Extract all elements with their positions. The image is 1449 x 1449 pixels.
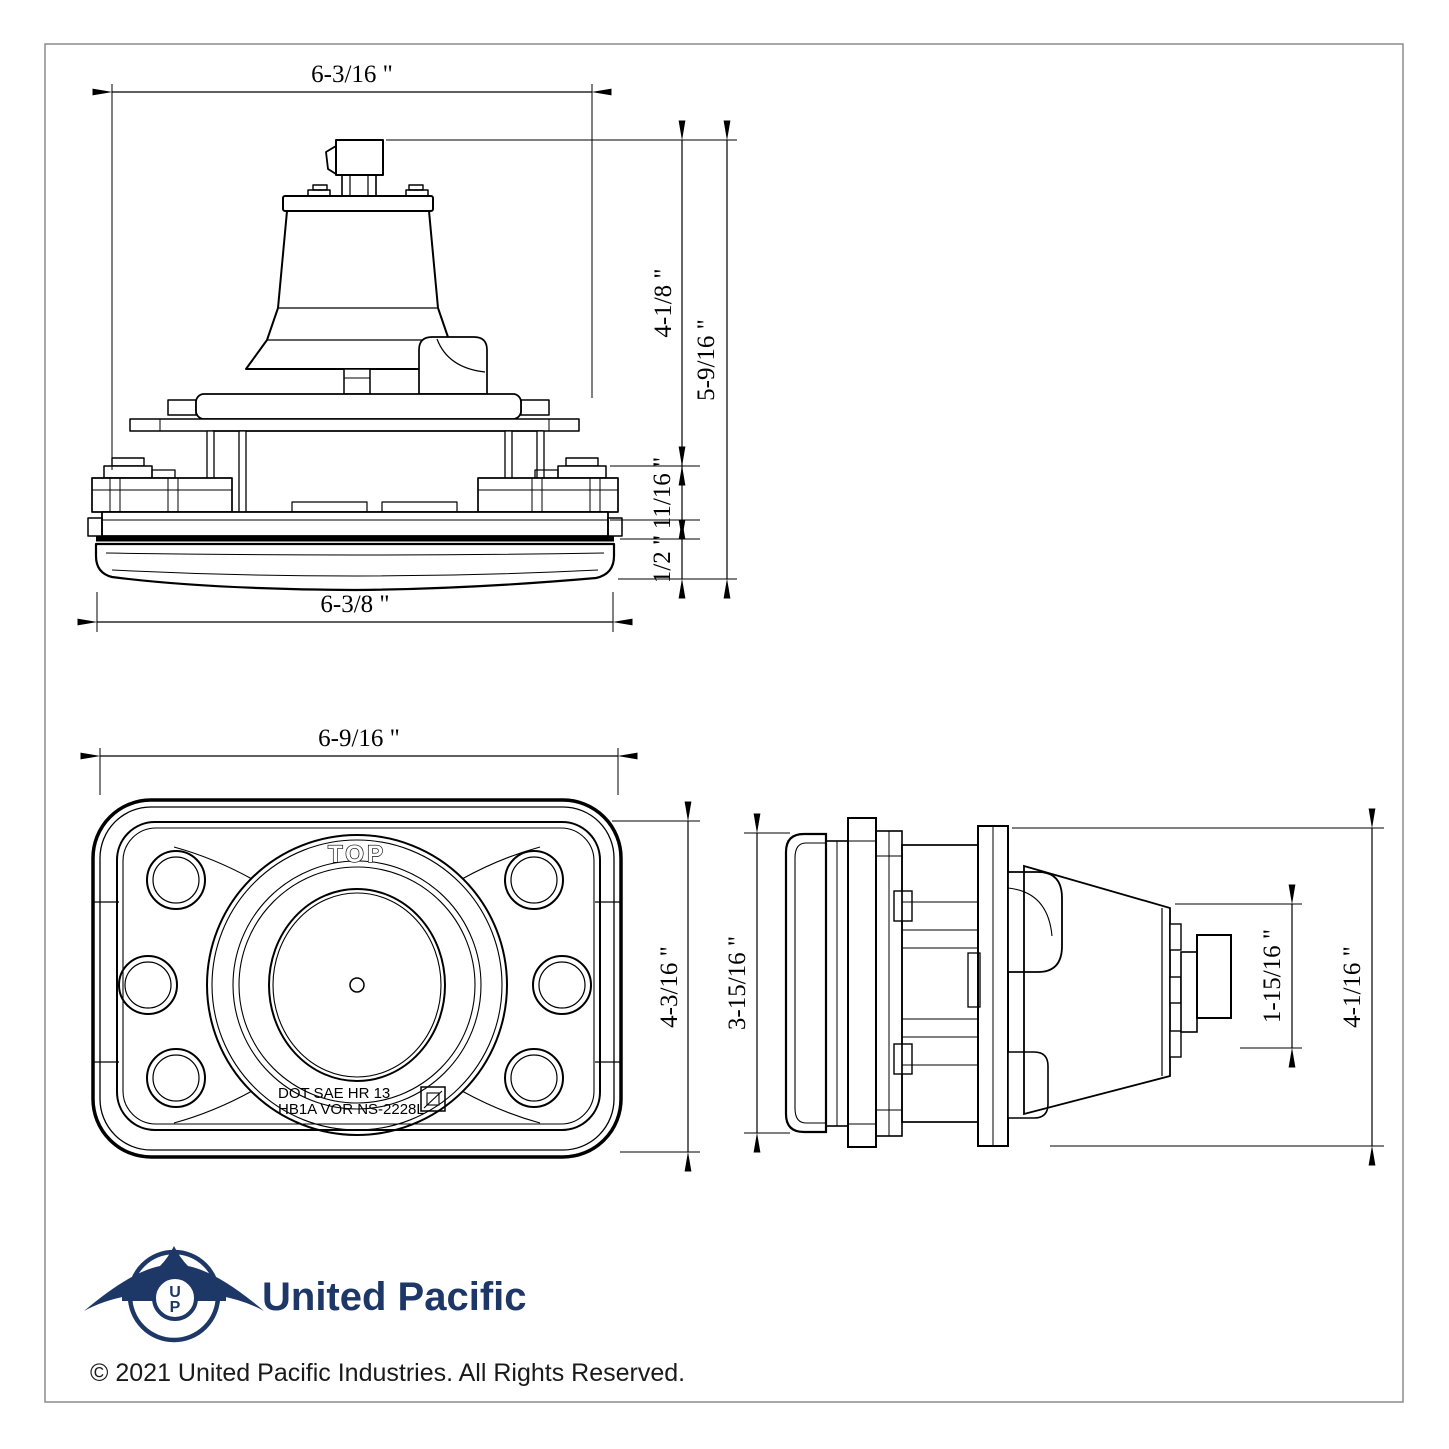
dim-bulb-height: 1-15/16 " bbox=[1259, 928, 1286, 1024]
monogram-u: U bbox=[169, 1284, 181, 1301]
monogram-p: P bbox=[169, 1299, 181, 1316]
retainer-clip bbox=[894, 891, 912, 921]
dim-front-height: 4-3/16 " bbox=[656, 946, 683, 1028]
dim-width-top: 6-3/16 " bbox=[311, 61, 393, 88]
dot-marking-line2: HB1A VOR NS-2228L bbox=[278, 1101, 425, 1118]
plate-ear-left bbox=[168, 400, 196, 415]
wiring-boot bbox=[1008, 872, 1062, 972]
front-lens-view bbox=[93, 800, 621, 1157]
connector-stem bbox=[342, 175, 376, 196]
dim-height-lens: 1/2 " bbox=[649, 534, 676, 584]
housing-body bbox=[902, 845, 978, 1122]
retainer-clip bbox=[894, 1044, 912, 1074]
bulb-cap bbox=[1197, 935, 1231, 1018]
united-pacific-logo-icon bbox=[84, 1246, 264, 1340]
mounting-hole bbox=[505, 851, 563, 909]
side-lens bbox=[786, 834, 826, 1132]
dim-width-bottom: 6-3/8 " bbox=[320, 591, 390, 618]
rear-elevation-view bbox=[88, 140, 622, 590]
mounting-hole bbox=[505, 1049, 563, 1107]
center-pip bbox=[350, 978, 364, 992]
dot-marking-line1: DOT SAE HR 13 bbox=[278, 1085, 391, 1102]
lens-profile bbox=[96, 544, 614, 590]
wiring-pod bbox=[419, 337, 487, 394]
mounting-bar bbox=[130, 419, 579, 431]
connector-plug bbox=[336, 140, 383, 175]
copyright-text: © 2021 United Pacific Industries. All Rights Reserved. bbox=[90, 1359, 686, 1387]
dim-front-width: 6-9/16 " bbox=[318, 725, 400, 752]
side-profile-view bbox=[786, 818, 1231, 1147]
dim-side-total-height: 4-1/16 " bbox=[1339, 946, 1366, 1028]
corner-block-right bbox=[478, 478, 618, 512]
connector-notch bbox=[326, 146, 336, 174]
bulb-base bbox=[1181, 952, 1197, 1032]
drawing-border bbox=[45, 44, 1403, 1402]
footer-branding bbox=[84, 1246, 685, 1387]
rear-view-dimensions bbox=[97, 61, 737, 632]
corner-block-left bbox=[92, 478, 232, 512]
mounting-hole bbox=[147, 1049, 205, 1107]
certification-mark-icon bbox=[421, 1087, 445, 1111]
lens-bezel bbox=[117, 822, 600, 1130]
optic-bowl bbox=[269, 889, 445, 1081]
dim-height-upper: 4-1/8 " bbox=[650, 268, 677, 338]
plate-ear-right bbox=[521, 400, 549, 415]
top-orientation-label: TOP bbox=[328, 841, 386, 868]
front-view-dimensions bbox=[100, 725, 700, 1152]
bell-cap-plate bbox=[283, 196, 433, 211]
dim-height-ring: 11/16 " bbox=[649, 456, 676, 530]
dim-height-total: 5-9/16 " bbox=[693, 319, 720, 401]
dim-side-lens-height: 3-15/16 " bbox=[724, 935, 751, 1031]
mounting-hole bbox=[119, 956, 177, 1014]
mounting-plate bbox=[196, 394, 521, 419]
post bbox=[239, 431, 246, 512]
mounting-hole bbox=[533, 956, 591, 1014]
mounting-hole bbox=[147, 851, 205, 909]
center-tab bbox=[344, 369, 370, 394]
bezel-plate bbox=[102, 512, 608, 536]
mounting-flange bbox=[848, 818, 876, 1147]
brand-wordmark: United Pacific bbox=[262, 1275, 527, 1319]
